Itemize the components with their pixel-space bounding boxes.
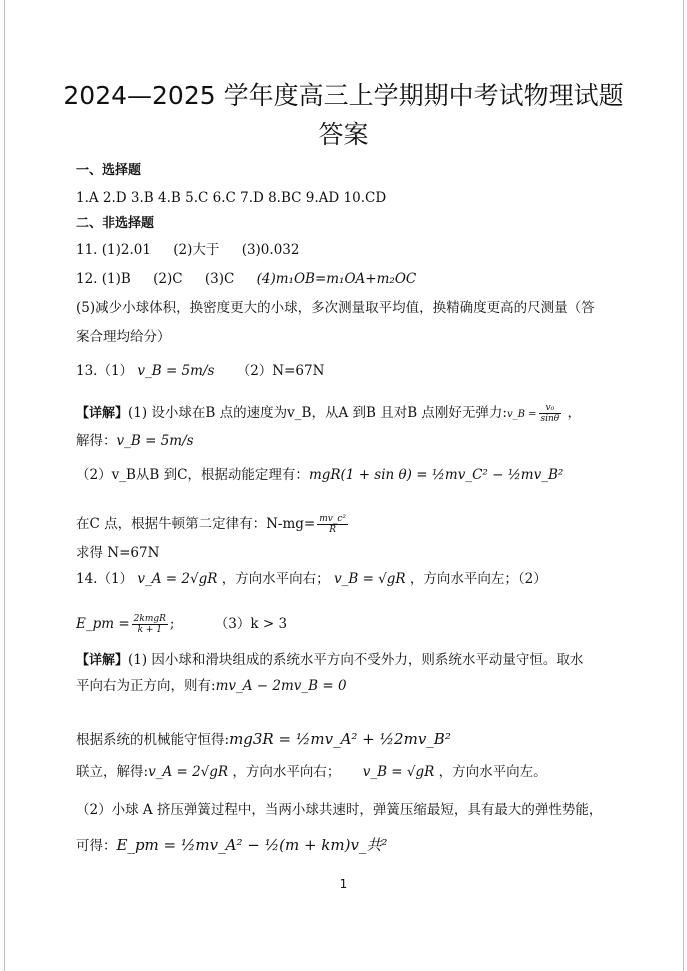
q13-detail1-text: (1) 设小球在B 点的速度为v_B，从A 到B 且对B 点刚好无弹力: <box>128 405 507 421</box>
q14-solve-line <box>76 763 547 781</box>
q14-epm-numerator: 2kmgR <box>133 614 166 624</box>
q14-epm-denominator: k + 1 <box>137 625 163 635</box>
q14-detail2-text: 平向右为正方向，则有: <box>76 678 216 694</box>
q12-part4: (4)m₁OB=m₁OA+m₂OC <box>256 271 417 287</box>
q14-solve-dir-left: ，方向水平向左。 <box>438 764 547 780</box>
q12-part5-line1: (5)减少小球体积，换密度更大的小球，多次测量取平均值，换精确度更高的尺测量（答 <box>76 300 595 316</box>
q13-result: 求得 N=67N <box>76 545 160 561</box>
choice-answers: 1.A 2.D 3.B 4.B 5.C 6.C 7.D 8.BC 9.AD 10.CD <box>76 190 387 206</box>
q14-epm-line: E_pm = $\frac{\text{2kmgR}}{k + 1}$ ; （3）k > 3 <box>76 614 288 635</box>
q13-newton-line <box>76 514 350 535</box>
q11-number: 11. <box>76 242 98 258</box>
q13-detail1-denominator: sinθ <box>540 414 560 424</box>
q14-solve-va: v_A = 2√gR <box>148 764 229 780</box>
q12-number: 12. <box>76 271 98 287</box>
q14-part2-label: 可得： <box>76 838 117 854</box>
q11-answer-line <box>76 241 299 259</box>
q14-solve-dir-right: ，方向水平向右； <box>232 764 341 780</box>
q14-dir-left: ，方向水平向左；（2） <box>409 571 547 587</box>
q14-number: 14.（1） <box>76 571 134 587</box>
q14-momentum-eq: mv_A − 2mv_B = 0 <box>215 678 347 694</box>
q14-answer-line <box>76 570 547 588</box>
q13-answer-line <box>76 362 324 380</box>
q12-answer-line <box>76 270 416 288</box>
q13-part2-text: （2）v_B从B 到C，根据动能定理有： <box>76 467 309 483</box>
q13-newton-text: 在C 点，根据牛顿第二定律有：N-mg= <box>76 516 316 532</box>
q14-energy-eq: mg3R = ½mv_A² + ½2mv_B² <box>229 730 451 748</box>
q14-energy-line <box>76 730 451 749</box>
q11-part1: (1)2.01 <box>101 242 151 258</box>
q13-part2-eq: mgR(1 + sin θ) = ½mv_C² − ½mv_B² <box>308 467 564 483</box>
q12-part5-line2: 案合理均给分） <box>76 329 171 345</box>
q13-part2-line <box>76 466 563 484</box>
q14-epm-fraction <box>132 614 168 635</box>
q12-part1: (1)B <box>101 271 131 287</box>
page-title: 2024—2025 学年度高三上学期期中考试物理试题 <box>63 81 624 110</box>
q13-newton-denominator: R <box>329 525 337 535</box>
q13-solve-eq: v_B = 5m/s <box>116 433 194 449</box>
q13-detail1-numerator: v₀ <box>539 403 562 414</box>
section-heading-choice: 一、选择题 <box>76 163 142 178</box>
q13-number: 13.（1） <box>76 363 134 379</box>
q14-detail1-text: (1) 因小球和滑块组成的系统水平方向不受外力，则系统水平动量守恒。取水 <box>128 652 584 668</box>
q14-epm-lhs: E_pm = <box>76 616 130 632</box>
page-number: 1 <box>339 877 348 891</box>
q14-part2-line2 <box>76 836 387 855</box>
q12-part3: (3)C <box>204 271 235 287</box>
q14-part3: （3）k > 3 <box>214 616 288 632</box>
q13-answer1: v_B = 5m/s <box>137 363 215 379</box>
q14-energy-text: 根据系统的机械能守恒得: <box>76 732 230 748</box>
q14-detail-line2 <box>76 677 347 695</box>
q14-solve-text: 联立，解得: <box>76 764 149 780</box>
q13-detail1-eq-lhs: v_B = <box>506 409 537 420</box>
q13-detail-tag: 【详解】 <box>76 406 129 421</box>
q13-answer2: （2）N=67N <box>236 363 325 379</box>
q14-va: v_A = 2√gR <box>137 571 218 587</box>
q11-part3: (3)0.032 <box>241 242 300 258</box>
q13-newton-fraction <box>317 514 348 535</box>
q13-solve-label: 解得： <box>76 433 117 449</box>
q13-newton-numerator: mv_c² <box>319 514 347 524</box>
q14-detail-tag: 【详解】 <box>76 653 129 668</box>
q13-detail1-fraction <box>539 403 562 424</box>
section-heading-nonchoice: 二、非选择题 <box>76 216 155 231</box>
q14-dir-right: ，方向水平向右； <box>221 571 330 587</box>
q11-part2: (2)大于 <box>173 242 220 258</box>
q14-solve-vb: v_B = √gR <box>362 764 435 780</box>
page-subtitle: 答案 <box>318 120 369 149</box>
q14-vb: v_B = √gR <box>333 571 406 587</box>
q14-part2-line1: （2）小球 A 挤压弹簧过程中，当两小球共速时，弹簧压缩最短，具有最大的弹性势能， <box>76 802 603 818</box>
q12-part2: (2)C <box>153 271 183 287</box>
q13-detail-line1: 【详解】(1) 设小球在B 点的速度为v_B，从A 到B 且对B 点刚好无弹力:v_B = $\frac{\text{v₀}}{\sin\theta}$ ， <box>76 403 582 424</box>
q13-solve-line <box>76 432 194 450</box>
q14-detail-line1 <box>76 651 583 670</box>
q14-part2-eq: E_pm = ½mv_A² − ½(m + km)v_共² <box>116 836 388 854</box>
